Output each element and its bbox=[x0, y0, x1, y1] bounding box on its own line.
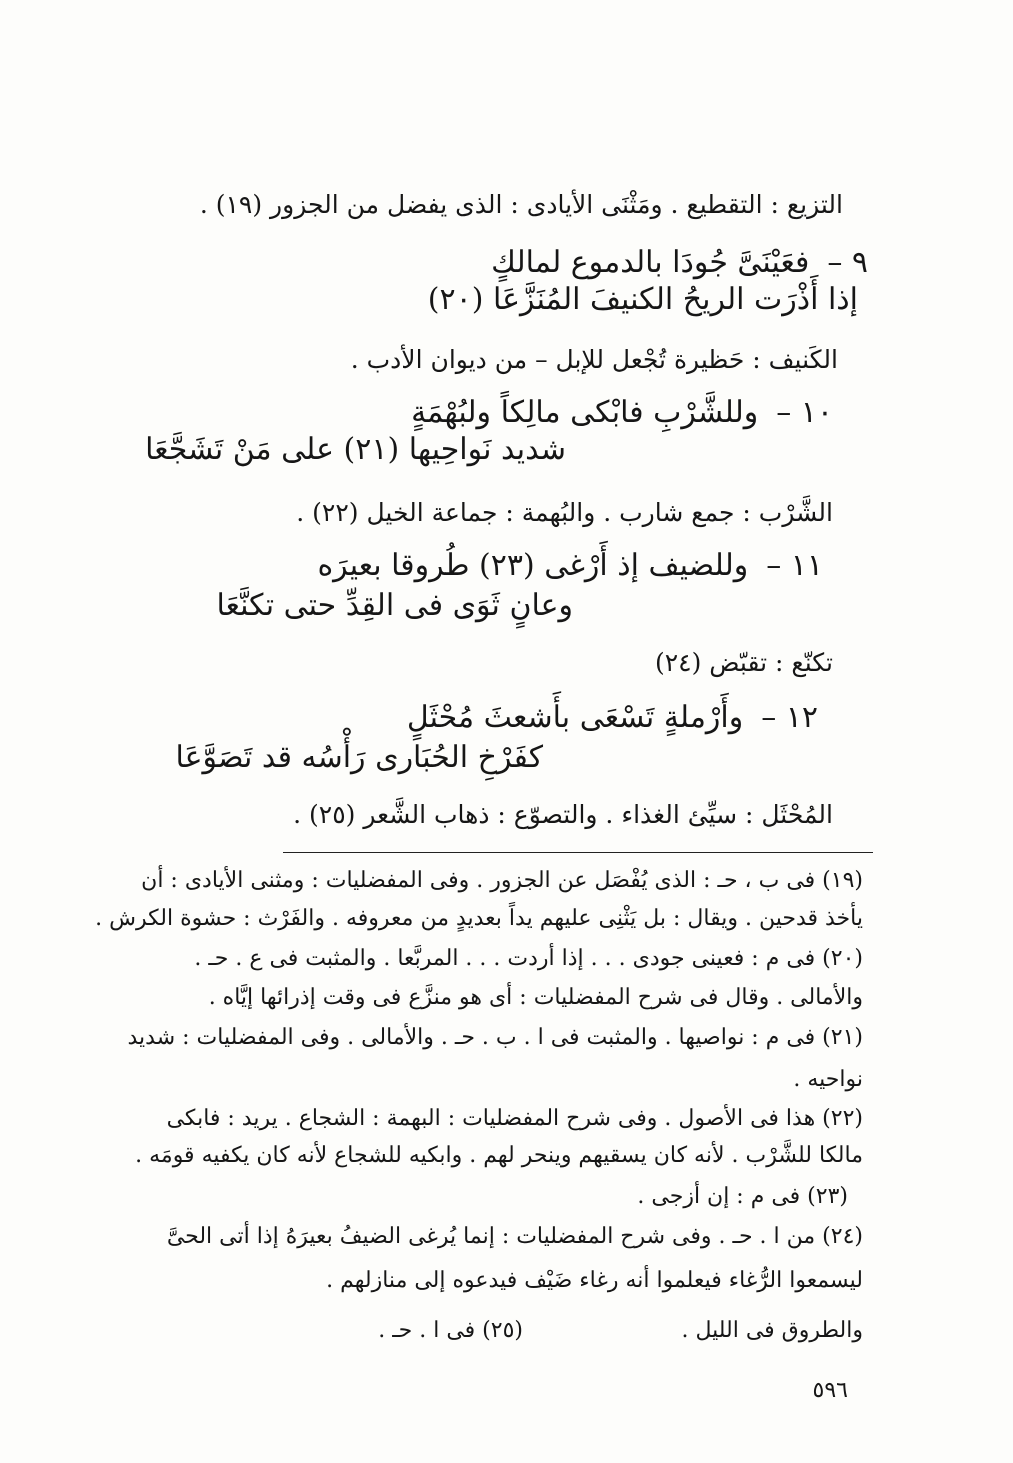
verse-10-first-hemistich bbox=[411, 395, 833, 430]
verse-9-second-hemistich: إذا أَذْرَت الريحُ الكنيفَ المُنَزَّعَا (٢٠) bbox=[427, 282, 858, 317]
hemistich-first: وللشَّرْبِ فابْكى مالِكاً ولبُهْمَةٍ bbox=[411, 395, 759, 430]
footnote-line: يأخذ قدحين . ويقال : بل يَثْنِى عليهم يداً بعديدٍ من معروفه . والفَرْث : حشوة الكرش . bbox=[95, 906, 863, 931]
verse-number: ٩ – bbox=[827, 245, 868, 280]
gloss-line-shurb: الشَّرْب : جمع شارب . والبُهمة : جماعة الخيل (٢٢) . bbox=[296, 498, 833, 527]
verse-number: ١٠ – bbox=[776, 395, 833, 430]
footnote-line: والطروق فى الليل . bbox=[681, 1318, 863, 1343]
verse-12-second-hemistich: كفَرْخِ الحُبَارى رَأْسُه قد تَصَوَّعَا bbox=[175, 740, 543, 775]
footnote-line: (٢٤) من ا . حـ . وفى شرح المفضليات : إنما يُرغى الضيفُ بعيرَهُ إذا أتى الحىَّ bbox=[166, 1224, 863, 1249]
gloss-line-kanif: الكَنيف : حَظيرة تُجْعل للإبل – من ديوان الأدب . bbox=[350, 345, 838, 374]
footnote-line: (٢٣) فى م : إن أزجى . bbox=[637, 1184, 848, 1209]
footnote-separator-rule bbox=[283, 852, 873, 853]
gloss-line-takanna: تكنّع : تقبّض (٢٤) bbox=[654, 648, 833, 677]
verse-9-first-hemistich bbox=[491, 245, 868, 280]
gloss-line-19: التزيع : التقطيع . ومَثْنَى الأيادى : الذى يفضل من الجزور (١٩) . bbox=[199, 190, 843, 219]
hemistich-first: وأَرْملةٍ تَسْعَى بأَشعثَ مُحْثَلٍ bbox=[406, 700, 744, 735]
verse-12-first-hemistich bbox=[407, 700, 818, 735]
hemistich-first: فعَيْنَىَّ جُودَا بالدموع لمالكٍ bbox=[491, 245, 810, 280]
hemistich-first: وللضيف إذ أَرْغى (٢٣) طُروقا بعيرَه bbox=[317, 548, 749, 583]
footnote-line: (٢٥) فى ا . حـ . bbox=[378, 1318, 523, 1343]
footnote-line: (٢١) فى م : نواصيها . والمثبت فى ا . ب . حـ . والأمالى . وفى المفضليات : شديد bbox=[127, 1025, 863, 1050]
footnote-line: نواحيه . bbox=[793, 1067, 863, 1092]
gloss-line-muhthal: المُحْثَل : سيِّئ الغذاء . والتصوّع : ذهاب الشَّعر (٢٥) . bbox=[293, 800, 833, 829]
verse-11-second-hemistich: وعانٍ ثَوَى فى القِدِّ حتى تكنَّعَا bbox=[216, 588, 573, 623]
verse-10-second-hemistich: شديد نَواحِيها (٢١) على مَنْ تَشَجَّعَا bbox=[145, 432, 566, 467]
footnote-line: ليسمعوا الرُّغاء فيعلموا أنه رغاء ضَيْف فيدعوه إلى منازلهم . bbox=[326, 1268, 863, 1293]
verse-number: ١١ – bbox=[766, 548, 823, 583]
footnote-line: (٢٢) هذا فى الأصول . وفى شرح المفضليات : البهمة : الشجاع . يريد : فابكى bbox=[166, 1106, 863, 1131]
page-number: ٥٩٦ bbox=[812, 1378, 848, 1403]
footnote-line: (١٩) فى ب ، حـ : الذى يُفْصَل عن الجزور . وفى المفضليات : ومثنى الأيادى : أن bbox=[141, 868, 863, 893]
footnote-line: والأمالى . وقال فى شرح المفضليات : أى هو منزَّع فى وقت إذرائها إيَّاه . bbox=[208, 985, 863, 1010]
verse-number: ١٢ – bbox=[761, 700, 818, 735]
verse-11-first-hemistich bbox=[317, 548, 823, 583]
footnote-line: مالكا للشَّرْب . لأنه كان يسقيهم وينحر لهم . وابكيه للشجاع لأنه كان يكفيه قومَه . bbox=[135, 1143, 863, 1168]
footnote-line: (٢٠) فى م : فعينى جودى . . . إذا أردت . . . المربَّعا . والمثبت فى ع . حـ . bbox=[194, 946, 863, 971]
